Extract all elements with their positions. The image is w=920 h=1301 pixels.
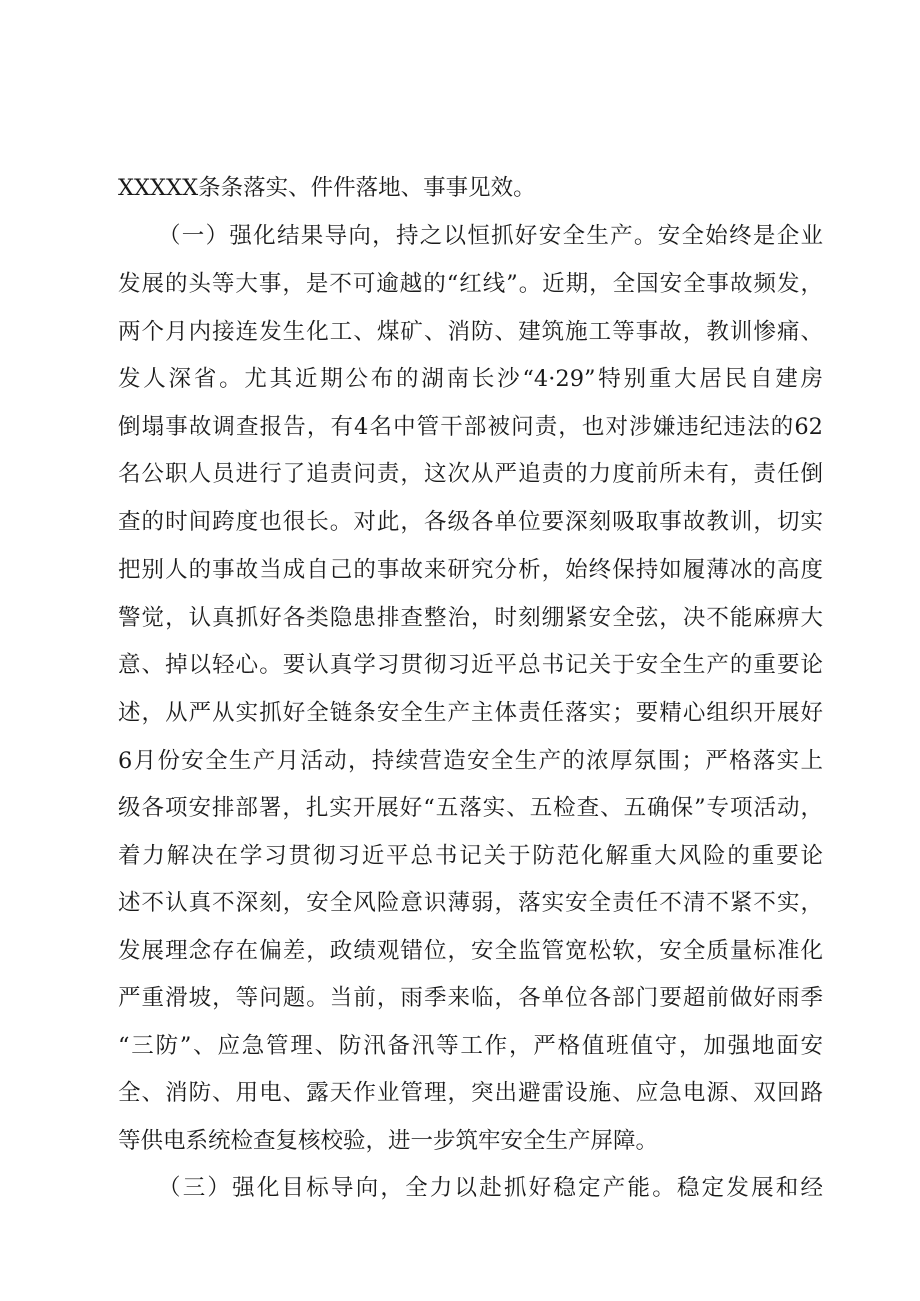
text-line: 发展理念存在偏差，政绩观错位，安全监管宽松软，安全质量标准化 [118, 938, 823, 964]
text-line: 全、消防、用电、露天作业管理，突出避雷设施、应急电源、双回路 [118, 1080, 823, 1106]
text-line: 名公职人员进行了追责问责，这次从严追责的力度前所未有，责任倒 [118, 461, 823, 487]
text-line: 警觉，认真抓好各类隐患排查整治，时刻绷紧安全弦，决不能麻痹大 [118, 605, 823, 631]
text-line: 倒塌事故调查报告，有4名中管干部被问责，也对涉嫌违纪违法的62 [118, 414, 823, 440]
text-line: 严重滑坡，等问题。当前，雨季来临，各单位各部门要超前做好雨季 [118, 985, 823, 1011]
text-line: XXXXX条条落实、件件落地、事事见效。 [118, 175, 536, 201]
paragraph-heading-line: （一）强化结果导向，持之以恒抓好安全生产。安全始终是企业 [158, 223, 823, 249]
text-line: 级各项安排部署，扎实开展好“五落实、五检查、五确保”专项活动， [118, 795, 823, 821]
text-line: 把别人的事故当成自己的事故来研究分析，始终保持如履薄冰的高度 [118, 557, 823, 583]
text-line: 述，从严从实抓好全链条安全生产主体责任落实；要精心组织开展好 [118, 700, 823, 726]
text-line: 意、掉以轻心。要认真学习贯彻习近平总书记关于安全生产的重要论 [118, 652, 823, 678]
text-line: 6月份安全生产月活动，持续营造安全生产的浓厚氛围；严格落实上 [118, 748, 823, 774]
text-line: 两个月内接连发生化工、煤矿、消防、建筑施工等事故，教训惨痛、 [118, 319, 823, 345]
paragraph-heading-line: （三）强化目标导向，全力以赴抓好稳定产能。稳定发展和经 [158, 1175, 823, 1201]
text-line: 等供电系统检查复核校验，进一步筑牢安全生产屏障。 [118, 1128, 659, 1154]
text-line: 查的时间跨度也很长。对此，各级各单位要深刻吸取事故教训，切实 [118, 509, 823, 535]
text-line: “三防”、应急管理、防汛备汛等工作，严格值班值守，加强地面安 [118, 1033, 823, 1059]
text-line: 发人深省。尤其近期公布的湖南长沙“4·29”特别重大居民自建房 [118, 366, 823, 392]
text-line: 述不认真不深刻，安全风险意识薄弱，落实安全责任不清不紧不实， [118, 890, 823, 916]
text-line: 发展的头等大事，是不可逾越的“红线”。近期，全国安全事故频发， [118, 271, 823, 297]
text-line: 着力解决在学习贯彻习近平总书记关于防范化解重大风险的重要论 [118, 843, 823, 869]
